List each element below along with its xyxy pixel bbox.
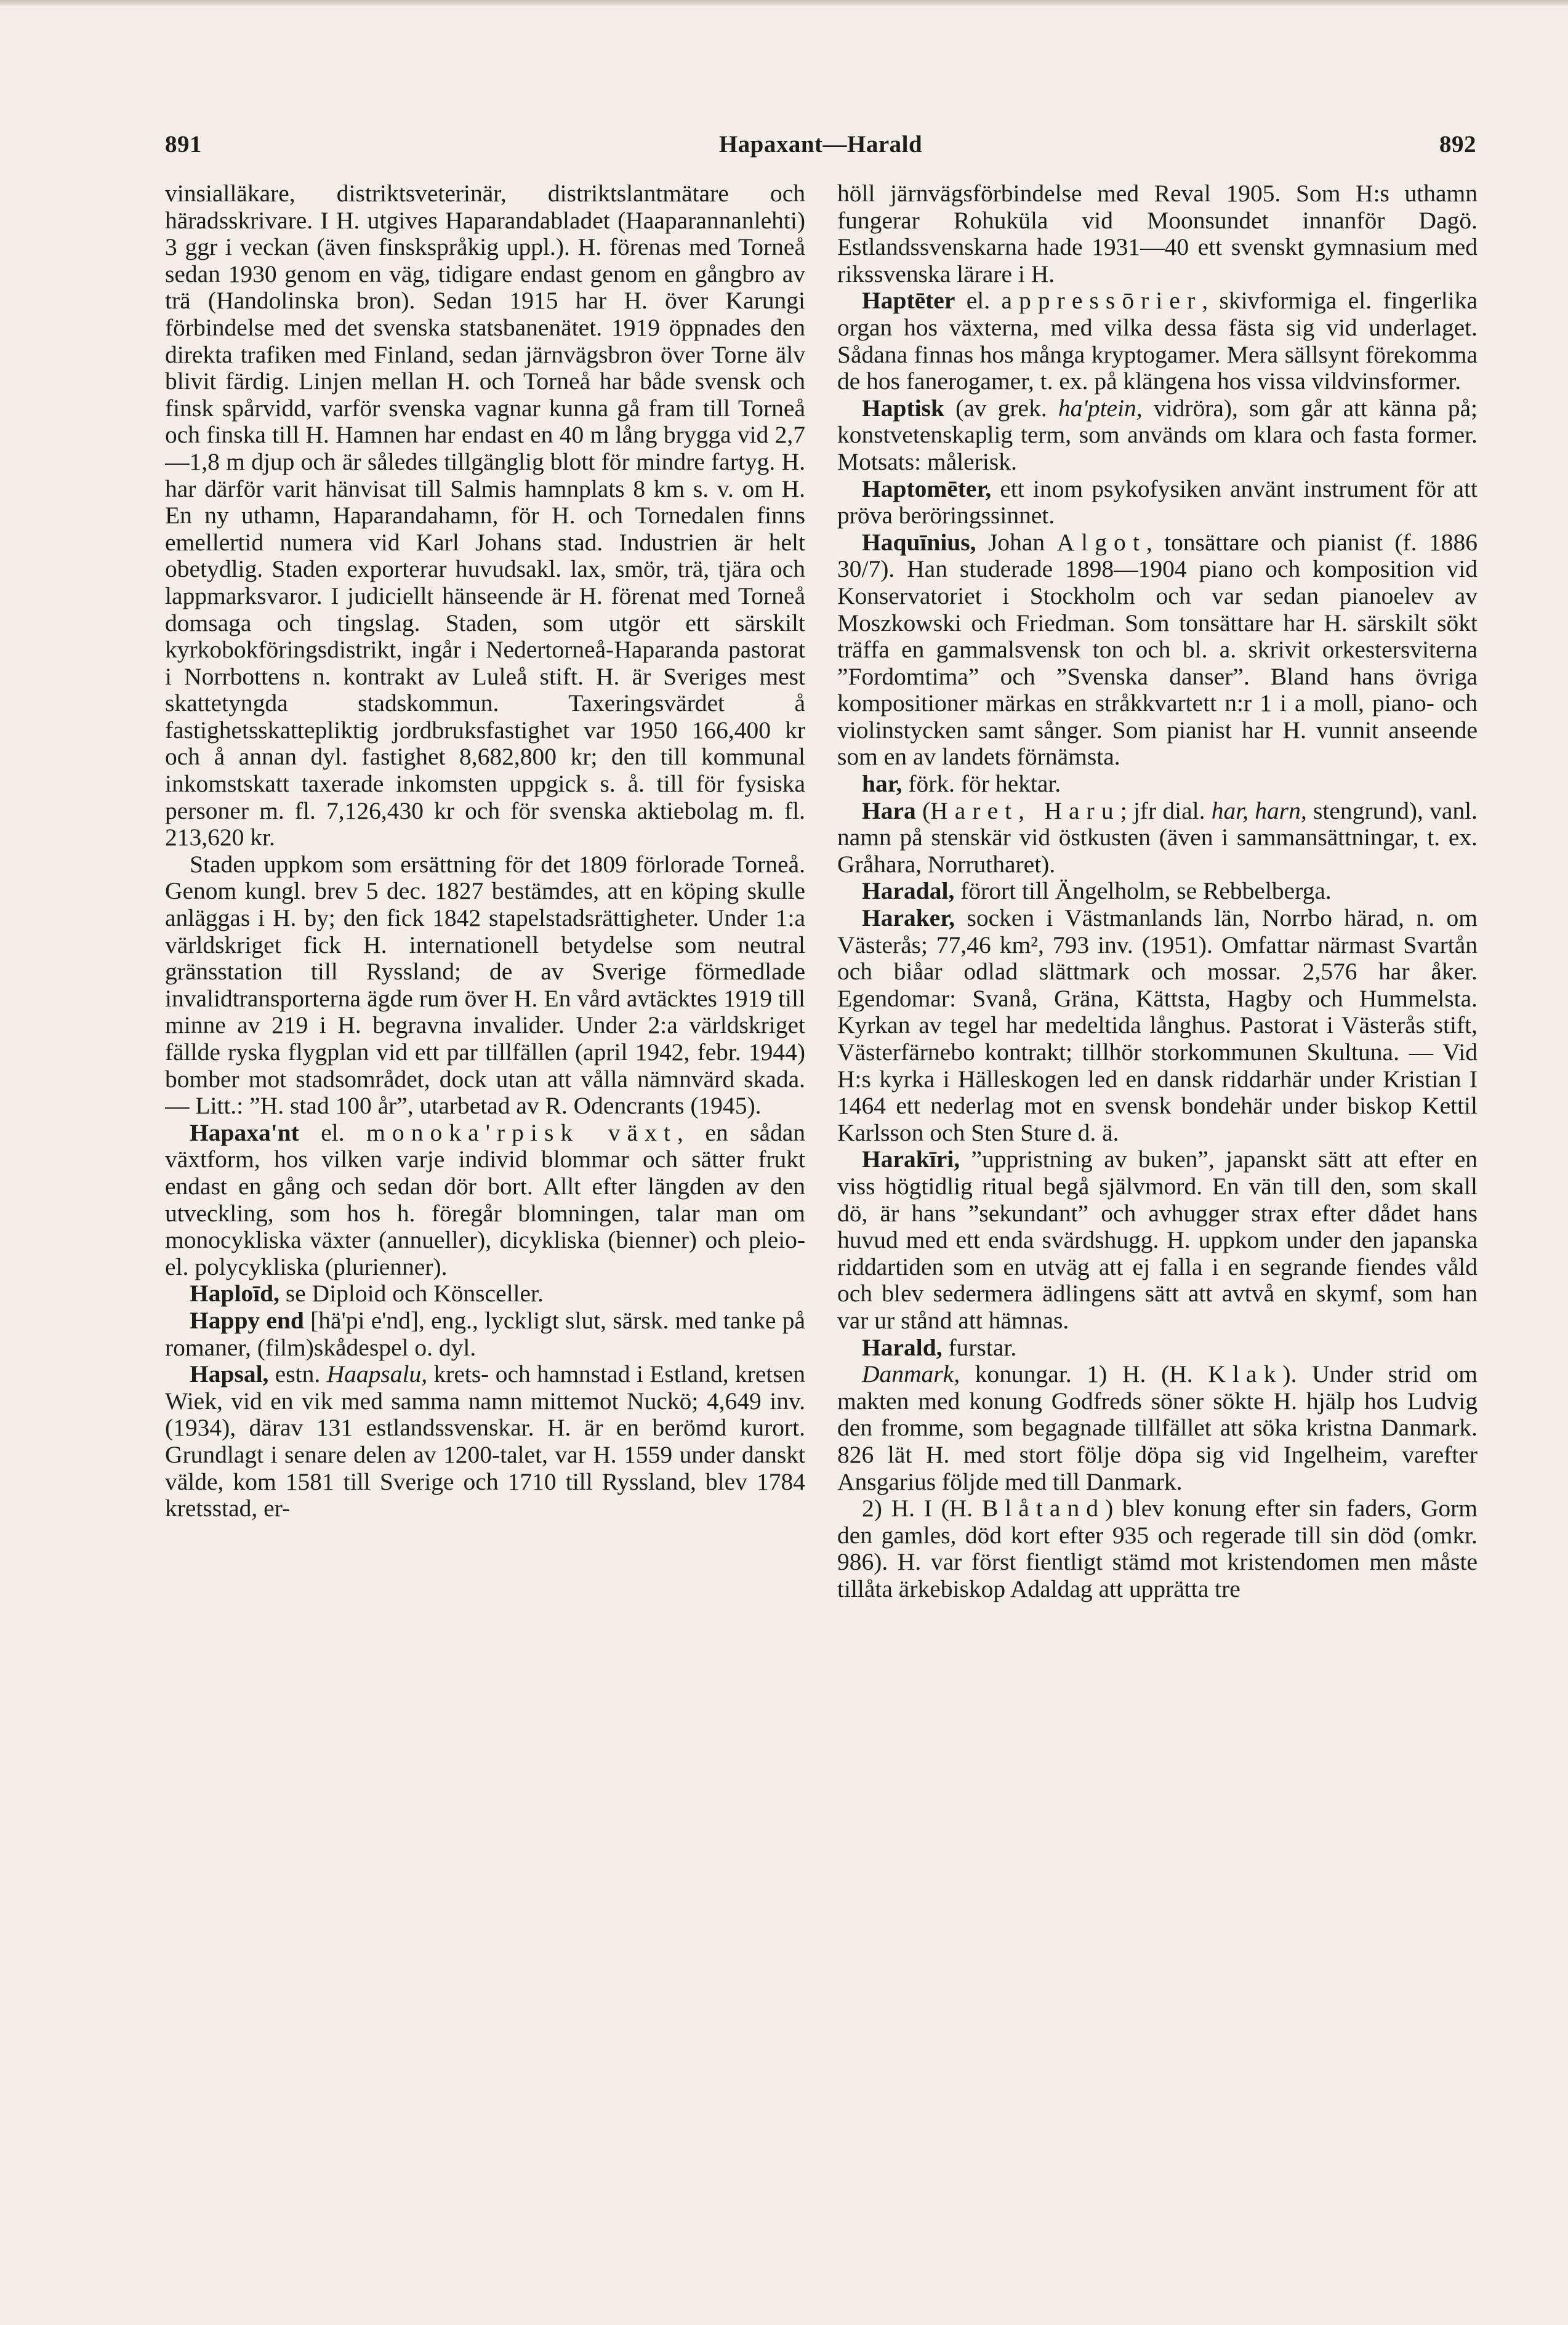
- page-header: [165, 131, 1476, 167]
- entry-harald-blatand: 2) H. I (H. Blåtand) blev konung efter sin faders, Gorm den gamles, död kort efter 935 och regerade till sin död (omkr. 986). H. var först fientligt stämd mot kristendomen men måste tillåta ärkebiskop Adaldag att upprätta tre: [837, 1495, 1478, 1602]
- left-column: [165, 180, 805, 2162]
- entry-haploid: Haploīd, se Diploid och Könsceller.: [190, 1280, 544, 1307]
- entry-haradal: Haradal, förort till Ängelholm, se Rebbelberga.: [862, 877, 1332, 905]
- page-top-edge: [0, 0, 1568, 6]
- entry-hapsal: Hapsal, estn. Haapsalu, krets- och hamnstad i Estland, kretsen Wiek, vid en vik med samma namn mittemot Nuckö; 4,649 inv. (1934), därav 131 estlandssvenskar. H. är en berömd kurort. Grundlagt i senare delen av 1200-talet, var H. 1559 under danskt välde, kom 1581 till Sverige och 1710 till Ryssland, blev 1784 kretsstad, er-: [165, 1360, 805, 1522]
- entry-haptisk: Haptisk (av grek. ha'ptein, vidröra), som går att känna på; konstvetenskaplig term, som används om klara och fasta former. Motsats: målerisk.: [837, 394, 1478, 475]
- entry-hapsal-continued: höll järnvägsförbindelse med Reval 1905. Som H:s uthamn fungerar Rohuküla vid Moonsundet innanför Dagö. Estlandssvenskarna hade 1931—40 ett svenskt gymnasium med rikssvenska lärare i H.: [837, 180, 1478, 287]
- entry-hara: Hara (Haret, Haru; jfr dial. har, harn, stengrund), vanl. namn på stenskär vid östkusten (även i sammansättningar, t. ex. Gråhara, Norrutharet).: [837, 797, 1478, 878]
- headword: har,: [862, 770, 903, 798]
- subheading: Danmark,: [862, 1360, 960, 1388]
- entry-harald: Harald, furstar.: [862, 1333, 1017, 1361]
- headword: Haradal,: [862, 877, 955, 905]
- headword: Haptomēter,: [862, 475, 992, 502]
- headword: Harakīri,: [862, 1146, 960, 1173]
- entry-haptometer: Haptomēter, ett inom psykofysiken använt instrument för att pröva beröringssinnet.: [837, 475, 1478, 529]
- spaced-term: Haret, Haru: [930, 797, 1120, 824]
- entry-haparanda-history: Staden uppkom som ersättning för det 1809 förlorade Torneå. Genom kungl. brev 5 dec. 1827 bestämdes, att en köping skulle anläggas i H. by; den fick 1842 stapelstadsrättigheter. Under 1:a världskriget fick H. internationell betydelse som neutral gränsstation till Ryssland; de av Sverige förmedlade invalidtransporterna ägde rum över H. En vård avtäcktes 1919 till minne av 219 i H. begravna invalider. Under 2:a världskriget fällde ryska flygplan vid ett par tillfällen (april 1942, febr. 1944) bomber mot stadsområdet, dock utan att vålla nämnvärd skada. — Litt.: ”H. stad 100 år”, utarbetad av R. Odencrants (1945).: [165, 850, 805, 1120]
- entry-haraker: Haraker, socken i Västmanlands län, Norrbo härad, n. om Västerås; 77,46 km², 793 inv. (1951). Omfattar närmast Svartån och biåar odlad slättmark och mossar. 2,576 har åker. Egendomar: Svanå, Gräna, Kättsta, Hagby och Hummelsta. Kyrkan av tegel har medeltida långhus. Pastorat i Västerås stift, Västerfärnebo kontrakt; tillhör storkommunen Skultuna. — Vid H:s kyrka i Hälleskogen led en dansk riddarhär under Kristian I 1464 ett nederlag mot en svensk bondehär under biskop Kettil Karlsson och Sten Sture d. ä.: [837, 904, 1478, 1146]
- page-number-left: 891: [165, 131, 202, 158]
- headword: Hapaxa'nt: [190, 1118, 299, 1146]
- spaced-term: Algot: [1056, 528, 1146, 556]
- headword: Harald,: [862, 1333, 943, 1361]
- headword: Hapsal,: [190, 1360, 269, 1388]
- headword: Haraker,: [862, 904, 955, 932]
- entry-har: har, förk. för hektar.: [862, 770, 1061, 798]
- headword: Hara: [862, 797, 916, 824]
- right-column: [837, 180, 1478, 2162]
- spaced-term: Blåtand: [981, 1495, 1106, 1522]
- headword: Haptēter: [862, 287, 955, 315]
- spaced-term: appressōrier: [1001, 287, 1202, 315]
- headword: Haploīd,: [190, 1280, 279, 1307]
- entry-haparanda-continued: vinsialläkare, distriktsveterinär, distriktslantmätare och häradsskrivare. I H. utgives Haparandabladet (Haaparannanlehti) 3 ggr i veckan (även finskspråkig uppl.). H. förenas med Torneå sedan 1930 genom en väg, tidigare endast genom en gångbro av trä (Handolinska bron). Sedan 1915 har H. över Karungi förbindelse med det svenska statsbanenätet. 1919 öppnades den direkta trafiken med Finland, sedan järnvägsbron över Torne älv blivit färdig. Linjen mellan H. och Torneå har både svensk och finsk spårvidd, varför svenska vagnar kunna gå fram till Torneå och finska till H. Hamnen har endast en 40 m lång brygga vid 2,7—1,8 m djup och är således tillgänglig blott för mindre fartyg. H. har därför varit hänvisat till Salmis hamnplats 8 km s. v. om H. En ny uthamn, Haparandahamn, för H. och Tornedalen finns emellertid numera vid Karl Johans stad. Industrien är helt obetydlig. Staden exporterar huvudsakl. lax, smör, trä, tjära och lappmarksvaror. I judiciellt hänseende är H. förenat med Torneå domsaga och tingslag. Staden, som utgör ett särskilt kyrkobokföringsdistrikt, ingår i Nedertorneå-Haparanda pastorat i Norrbottens n. kontrakt av Luleå stift. H. är Sveriges mest skattetyngda stadskommun. Taxeringsvärdet å fastighetsskattepliktig jordbruksfastighet var 1950 166,400 kr och å annan dyl. fastighet 8,682,800 kr; den till kommunal inkomstskatt taxerade inkomsten uppgick s. å. till för fysiska personer m. fl. 7,126,430 kr och för svenska aktiebolag m. fl. 213,620 kr.: [165, 180, 805, 851]
- page-number-right: 892: [1439, 131, 1476, 158]
- entry-hapteter: Haptēter el. appressōrier, skivformiga el. fingerlika organ hos växterna, med vilka dessa fästa sig vid underlaget. Sådana finnas hos många kryptogamer. Mera sällsynt förekomma de hos fanerogamer, t. ex. på klängena hos vissa vildvinsformer.: [837, 287, 1478, 395]
- spaced-term: Klak: [1208, 1360, 1283, 1388]
- running-title: Hapaxant—Harald: [718, 131, 923, 158]
- entry-harald-danmark: Danmark, konungar. 1) H. (H. Klak). Under strid om makten med konung Godfreds söner sökte H. hjälp hos Ludvig den fromme, som begagnade tillfället att söka kristna Danmark. 826 lät H. med stort följe döpa sig vid Ingelheim, varefter Ansgarius följde med till Danmark.: [837, 1360, 1478, 1495]
- entry-happy-end: Happy end [hä'pi e'nd], eng., lyckligt slut, särsk. med tanke på romaner, (film)skådespel o. dyl.: [165, 1306, 805, 1361]
- headword: Haquīnius,: [862, 528, 976, 556]
- headword: Haptisk: [862, 394, 944, 422]
- entry-haquinius: Haquīnius, Johan Algot, tonsättare och pianist (f. 1886 30/7). Han studerade 1898—1904 piano och komposition vid Konservatoriet i Stockholm och var sedan pianoelev av Moszkowski och Friedman. Som tonsättare har H. särskilt sökt träffa en gammalsvensk ton och bl. a. skrivit orkestersviterna ”Fordomtima” och ”Svenska danser”. Bland hans övriga kompositioner märkas en stråkkvartett n:r 1 i a moll, piano- och violinstycken samt sånger. Som pianist har H. vunnit anseende som en av landets förnämsta.: [837, 528, 1478, 771]
- headword: Happy end: [190, 1306, 304, 1334]
- spaced-term: monoka'rpisk växt: [366, 1118, 677, 1146]
- entry-hapaxant: Hapaxa'nt el. monoka'rpisk växt, en sådan växtform, hos vilken varje individ blommar och sätter frukt endast en gång och sedan dör bort. Allt efter längden av den utveckling, som hos h. föregår blomningen, talar man om monocykliska växter (annueller), dicykliska (bienner) och pleio- el. polycykliska (plurienner).: [165, 1118, 805, 1280]
- entry-harakiri: Harakīri, ”uppristning av buken”, japanskt sätt att efter en viss högtidlig ritual begå självmord. En vän till den, som skall dö, är hans ”sekundant” och avhugger strax efter dådet hans huvud med ett enda svärdshugg. H. uppkom under den japanska riddartiden som en utväg att ej falla i en segrande fiendes våld och blev sedermera ädlingens sätt att avtvå en skymf, som han var ur stånd att hämnas.: [837, 1146, 1478, 1334]
